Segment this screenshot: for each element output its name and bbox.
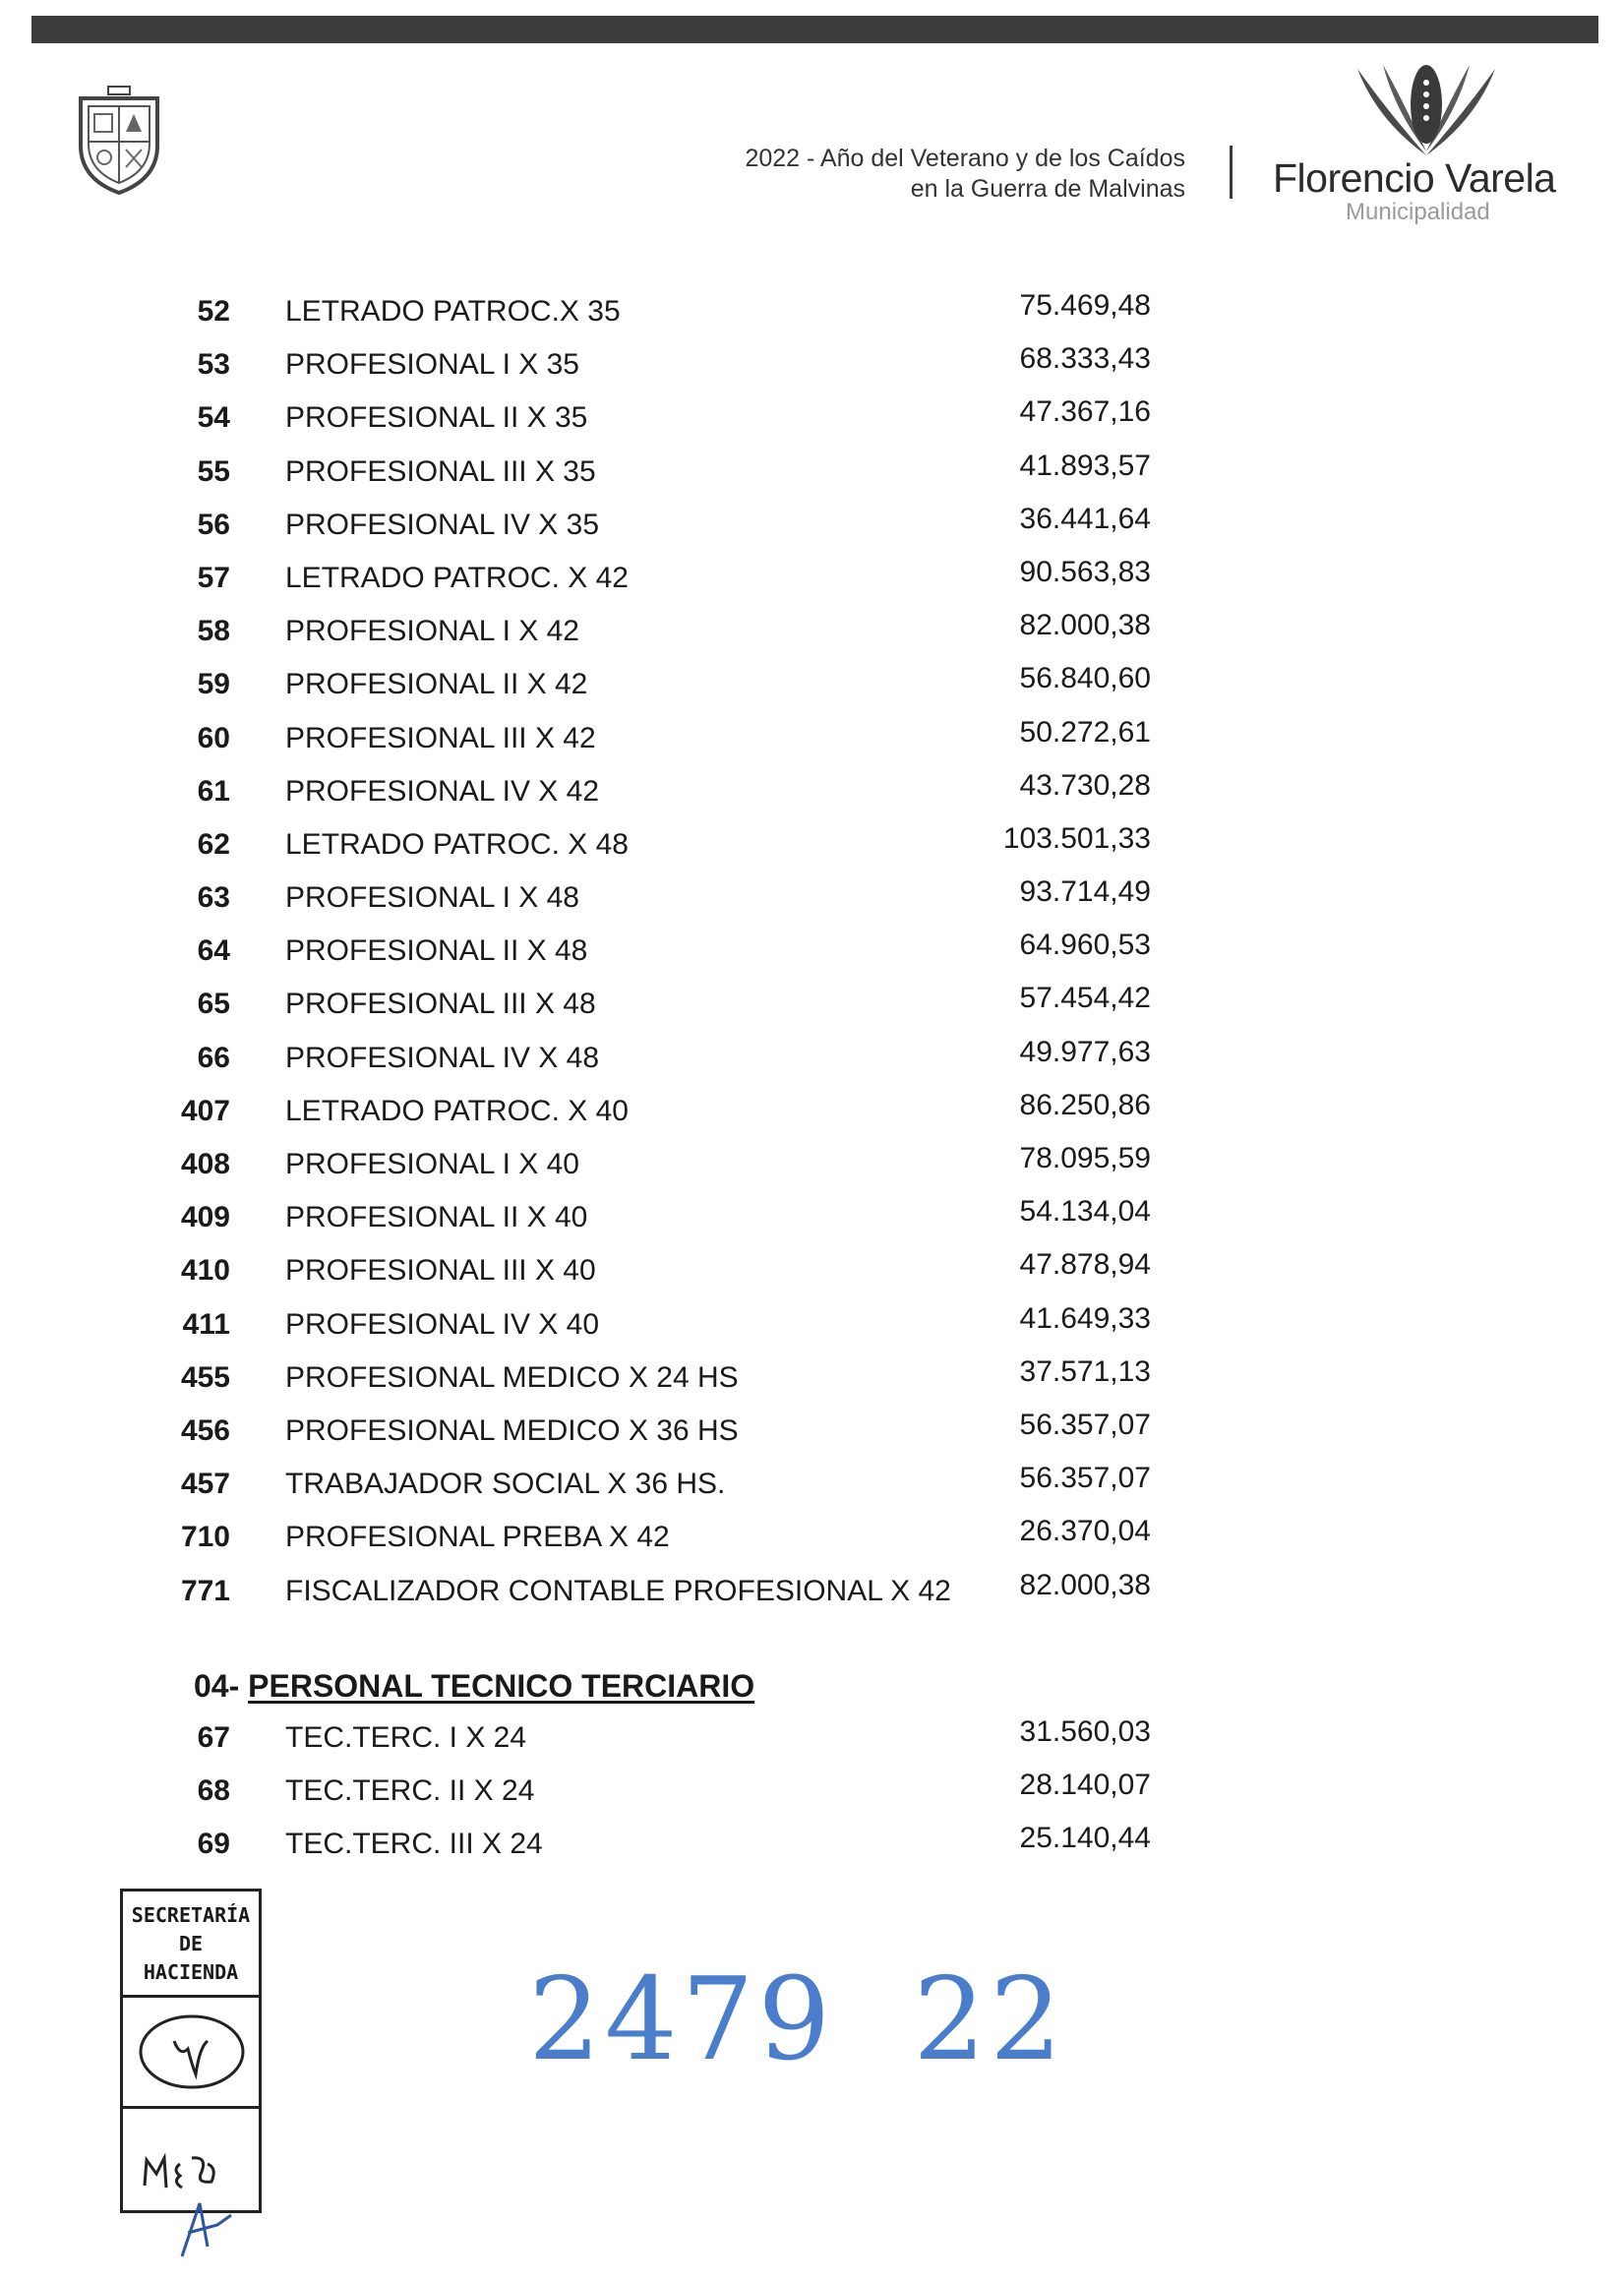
table-row [0, 1300, 1624, 1353]
commemorative-year-text [745, 144, 1185, 205]
row-amount: 82.000,38 [1019, 1568, 1151, 1601]
salary-table-technical [0, 1713, 1624, 1874]
row-amount: 47.367,16 [1019, 395, 1151, 429]
municipal-crest-icon [75, 85, 163, 197]
row-amount: 41.649,33 [1019, 1301, 1151, 1335]
table-row [0, 927, 1624, 980]
row-code: 710 [180, 1521, 230, 1554]
row-desc: PROFESIONAL I X 48 [285, 881, 579, 915]
section-prefix: 04- [194, 1668, 240, 1704]
row-desc: PROFESIONAL III X 40 [285, 1254, 596, 1288]
table-row [0, 1353, 1624, 1407]
row-amount: 43.730,28 [1019, 768, 1151, 802]
row-amount: 68.333,43 [1019, 342, 1151, 376]
stamp-initials-cell [123, 2109, 259, 2207]
row-amount: 28.140,07 [1019, 1769, 1151, 1802]
year-line-1: 2022 - Año del Veterano y de los Caídos [745, 145, 1185, 172]
row-code: 57 [197, 561, 230, 594]
row-code: 67 [197, 1721, 230, 1754]
salary-table [0, 287, 1624, 1620]
row-desc: TEC.TERC. III X 24 [285, 1828, 543, 1861]
section-name: PERSONAL TECNICO TERCIARIO [248, 1668, 755, 1704]
row-amount: 41.893,57 [1019, 449, 1151, 482]
table-row [0, 1193, 1624, 1246]
row-desc: TEC.TERC. II X 24 [285, 1774, 535, 1808]
table-row [0, 1034, 1624, 1087]
stamp-line-2: DE [178, 1932, 204, 1955]
row-desc: PROFESIONAL IV X 35 [285, 508, 599, 541]
row-desc: PROFESIONAL III X 35 [285, 454, 596, 488]
row-code: 65 [197, 988, 230, 1021]
row-code: 410 [180, 1254, 230, 1288]
row-code: 68 [197, 1774, 230, 1808]
row-amount: 36.441,64 [1019, 502, 1151, 535]
row-code: 54 [197, 401, 230, 435]
table-row [0, 1140, 1624, 1193]
table-row [0, 1246, 1624, 1299]
row-code: 61 [197, 774, 230, 808]
row-code: 455 [180, 1360, 230, 1394]
brand-subtitle: Municipalidad [1346, 199, 1490, 225]
row-code: 56 [197, 508, 230, 541]
row-code: 456 [180, 1413, 230, 1447]
row-code: 409 [180, 1201, 230, 1234]
row-code: 407 [180, 1094, 230, 1127]
row-code: 408 [180, 1148, 230, 1180]
table-row [0, 1713, 1624, 1767]
stamp-number-a: 2479 [528, 1953, 835, 2086]
row-amount: 103.501,33 [1002, 821, 1151, 855]
row-amount: 26.370,04 [1019, 1515, 1151, 1548]
initials-signature [123, 2109, 259, 2237]
florencio-varela-logo-icon [1348, 61, 1505, 163]
table-row [0, 873, 1624, 927]
row-desc: PROFESIONAL I X 40 [285, 1148, 579, 1180]
table-row [0, 1567, 1624, 1620]
table-row [0, 607, 1624, 660]
row-desc: PROFESIONAL II X 42 [285, 668, 588, 701]
row-desc: PROFESIONAL MEDICO X 36 HS [285, 1413, 739, 1447]
table-row [0, 393, 1624, 447]
table-row [0, 1767, 1624, 1820]
row-amount: 56.840,60 [1019, 662, 1151, 695]
row-desc: PROFESIONAL IV X 40 [285, 1307, 599, 1341]
row-desc: PROFESIONAL IV X 42 [285, 774, 599, 808]
row-desc: PROFESIONAL I X 35 [285, 348, 579, 382]
row-amount: 90.563,83 [1019, 555, 1151, 588]
row-desc: PROFESIONAL II X 35 [285, 401, 588, 435]
table-row [0, 501, 1624, 554]
row-amount: 56.357,07 [1019, 1408, 1151, 1441]
row-code: 60 [197, 721, 230, 754]
table-row [0, 287, 1624, 340]
row-amount: 47.878,94 [1019, 1248, 1151, 1282]
table-row [0, 1820, 1624, 1873]
row-desc: FISCALIZADOR CONTABLE PROFESIONAL X 42 [285, 1574, 951, 1607]
row-amount: 37.571,13 [1019, 1354, 1151, 1388]
row-desc: LETRADO PATROC. X 40 [285, 1094, 629, 1127]
row-desc: PROFESIONAL II X 48 [285, 934, 588, 968]
row-code: 53 [197, 348, 230, 382]
row-code: 52 [197, 295, 230, 328]
row-code: 64 [197, 934, 230, 968]
row-desc: PROFESIONAL I X 42 [285, 615, 579, 648]
signature-mark [123, 1998, 259, 2106]
row-code: 59 [197, 668, 230, 701]
row-desc: PROFESIONAL II X 40 [285, 1201, 588, 1234]
row-amount: 31.560,03 [1019, 1715, 1151, 1748]
row-amount: 64.960,53 [1019, 929, 1151, 962]
row-code: 457 [180, 1468, 230, 1501]
header-divider [1230, 146, 1233, 199]
row-code: 411 [182, 1307, 230, 1341]
row-desc: PROFESIONAL III X 42 [285, 721, 596, 754]
table-row [0, 448, 1624, 501]
table-row [0, 1087, 1624, 1140]
row-code: 62 [197, 827, 230, 861]
table-row [0, 660, 1624, 713]
stamp-header [123, 1892, 259, 1998]
row-amount: 49.977,63 [1019, 1035, 1151, 1068]
stamp-signature-cell [123, 1998, 259, 2109]
stamp-number-b: 22 [913, 1953, 1066, 2086]
row-desc: LETRADO PATROC. X 42 [285, 561, 629, 594]
brand-name: Florencio Varela [1273, 155, 1556, 201]
table-row [0, 820, 1624, 873]
table-row [0, 1513, 1624, 1566]
row-amount: 75.469,48 [1019, 289, 1151, 322]
row-code: 55 [197, 454, 230, 488]
row-desc: PROFESIONAL III X 48 [285, 988, 596, 1021]
table-row [0, 1460, 1624, 1513]
table-row [0, 980, 1624, 1033]
row-code: 771 [180, 1574, 230, 1607]
row-code: 69 [197, 1828, 230, 1861]
table-row [0, 340, 1624, 393]
row-desc: TEC.TERC. I X 24 [285, 1721, 527, 1754]
row-amount: 56.357,07 [1019, 1462, 1151, 1495]
row-code: 58 [197, 615, 230, 648]
row-amount: 57.454,42 [1019, 982, 1151, 1015]
stamp-line-3: HACIENDA [143, 1960, 239, 1984]
row-code: 63 [197, 881, 230, 915]
row-desc: PROFESIONAL MEDICO X 24 HS [285, 1360, 739, 1394]
row-amount: 50.272,61 [1019, 715, 1151, 749]
row-amount: 93.714,49 [1019, 875, 1151, 909]
row-desc: PROFESIONAL PREBA X 42 [285, 1521, 670, 1554]
table-row [0, 554, 1624, 607]
section-title [194, 1668, 754, 1705]
row-desc: LETRADO PATROC.X 35 [285, 295, 621, 328]
row-amount: 82.000,38 [1019, 609, 1151, 642]
table-row [0, 1407, 1624, 1460]
row-desc: PROFESIONAL IV X 48 [285, 1041, 599, 1074]
row-amount: 78.095,59 [1019, 1142, 1151, 1174]
row-amount: 54.134,04 [1019, 1195, 1151, 1229]
row-desc: TRABAJADOR SOCIAL X 36 HS. [285, 1468, 726, 1501]
year-line-2: en la Guerra de Malvinas [910, 175, 1185, 203]
row-code: 66 [197, 1041, 230, 1074]
top-border-bar [31, 16, 1598, 43]
document-number-stamp [528, 1953, 1066, 2086]
stamp-line-1: SECRETARÍA [131, 1903, 251, 1927]
hacienda-stamp [120, 1889, 262, 2213]
row-amount: 86.250,86 [1019, 1088, 1151, 1121]
table-row [0, 714, 1624, 767]
table-row [0, 767, 1624, 820]
row-desc: LETRADO PATROC. X 48 [285, 827, 629, 861]
row-amount: 25.140,44 [1019, 1822, 1151, 1855]
